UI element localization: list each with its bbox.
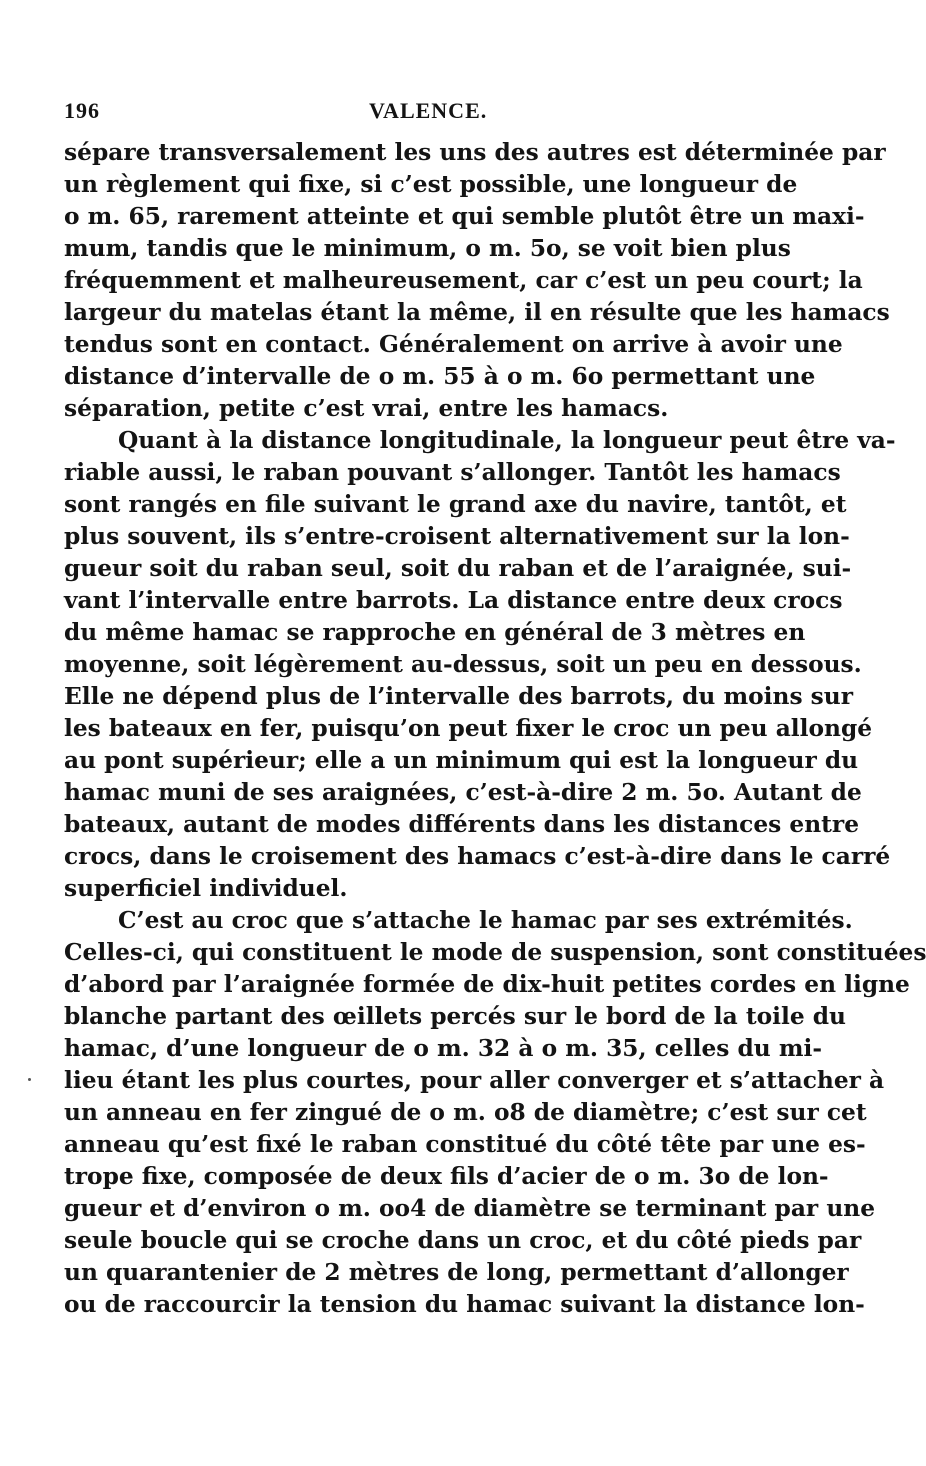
text-line: un règlement qui fixe, si c’est possible, une longueur de [64, 171, 798, 198]
text-line: vant l’intervalle entre barrots. La distance entre deux crocs [64, 587, 843, 614]
text-line: o m. 65, rarement atteinte et qui semble plutôt être un maxi- [64, 203, 865, 230]
text-line: au pont supérieur; elle a un minimum qui est la longueur du [64, 747, 859, 774]
page-header [64, 98, 744, 128]
text-line: fréquemment et malheureusement, car c’est un peu court; la [64, 267, 863, 294]
text-line: lieu étant les plus courtes, pour aller converger et s’attacher à [64, 1067, 885, 1094]
text-line: distance d’intervalle de o m. 55 à o m. 6o permettant une [64, 363, 816, 390]
text-line: séparation, petite c’est vrai, entre les hamacs. [64, 395, 669, 422]
text-line: tendus sont en contact. Généralement on arrive à avoir une [64, 331, 843, 358]
running-title: VALENCE. [369, 98, 488, 123]
text-line: crocs, dans le croisement des hamacs c’est-à-dire dans le carré [64, 843, 891, 870]
text-line: blanche partant des œillets percés sur le bord de la toile du [64, 1003, 846, 1030]
text-line: du même hamac se rapproche en général de 3 mètres en [64, 619, 806, 646]
text-line: seule boucle qui se croche dans un croc, et du côté pieds par [64, 1227, 862, 1254]
text-line: un anneau en fer zingué de o m. o8 de diamètre; c’est sur cet [64, 1099, 867, 1126]
text-line: les bateaux en fer, puisqu’on peut fixer le croc un peu allongé [64, 715, 873, 742]
body-text [64, 137, 926, 1321]
text-line: un quarantenier de 2 mètres de long, permettant d’allonger [64, 1259, 849, 1286]
text-line: ou de raccourcir la tension du hamac suivant la distance lon- [64, 1291, 865, 1318]
page-number: 196 [64, 98, 100, 123]
text-line: Celles-ci, qui constituent le mode de suspension, sont constituées [64, 939, 926, 966]
text-line: superficiel individuel. [64, 875, 348, 902]
print-speck [28, 1078, 31, 1081]
text-line: largeur du matelas étant la même, il en résulte que les hamacs [64, 299, 890, 326]
text-line: riable aussi, le raban pouvant s’allonger. Tantôt les hamacs [64, 459, 841, 486]
text-line: mum, tandis que le minimum, o m. 5o, se voit bien plus [64, 235, 791, 262]
text-line: gueur et d’environ o m. oo4 de diamètre se terminant par une [64, 1195, 876, 1222]
text-line: sont rangés en file suivant le grand axe du navire, tantôt, et [64, 491, 847, 518]
text-line: bateaux, autant de modes différents dans les distances entre [64, 811, 860, 838]
text-line: trope fixe, composée de deux fils d’acier de o m. 3o de lon- [64, 1163, 829, 1190]
text-line: C’est au croc que s’attache le hamac par ses extrémités. [118, 907, 853, 934]
text-line: moyenne, soit légèrement au-dessus, soit un peu en dessous. [64, 651, 862, 678]
text-line: sépare transversalement les uns des autres est déterminée par [64, 139, 886, 166]
text-line: gueur soit du raban seul, soit du raban et de l’araignée, sui- [64, 555, 852, 582]
text-line: d’abord par l’araignée formée de dix-huit petites cordes en ligne [64, 971, 910, 998]
text-line: hamac muni de ses araignées, c’est-à-dire 2 m. 5o. Autant de [64, 779, 862, 806]
text-line: anneau qu’est fixé le raban constitué du côté tête par une es- [64, 1131, 866, 1158]
text-line: plus souvent, ils s’entre-croisent alternativement sur la lon- [64, 523, 850, 550]
text-line: Quant à la distance longitudinale, la longueur peut être va- [118, 427, 896, 454]
text-line: Elle ne dépend plus de l’intervalle des barrots, du moins sur [64, 683, 853, 710]
text-line: hamac, d’une longueur de o m. 32 à o m. 35, celles du mi- [64, 1035, 823, 1062]
